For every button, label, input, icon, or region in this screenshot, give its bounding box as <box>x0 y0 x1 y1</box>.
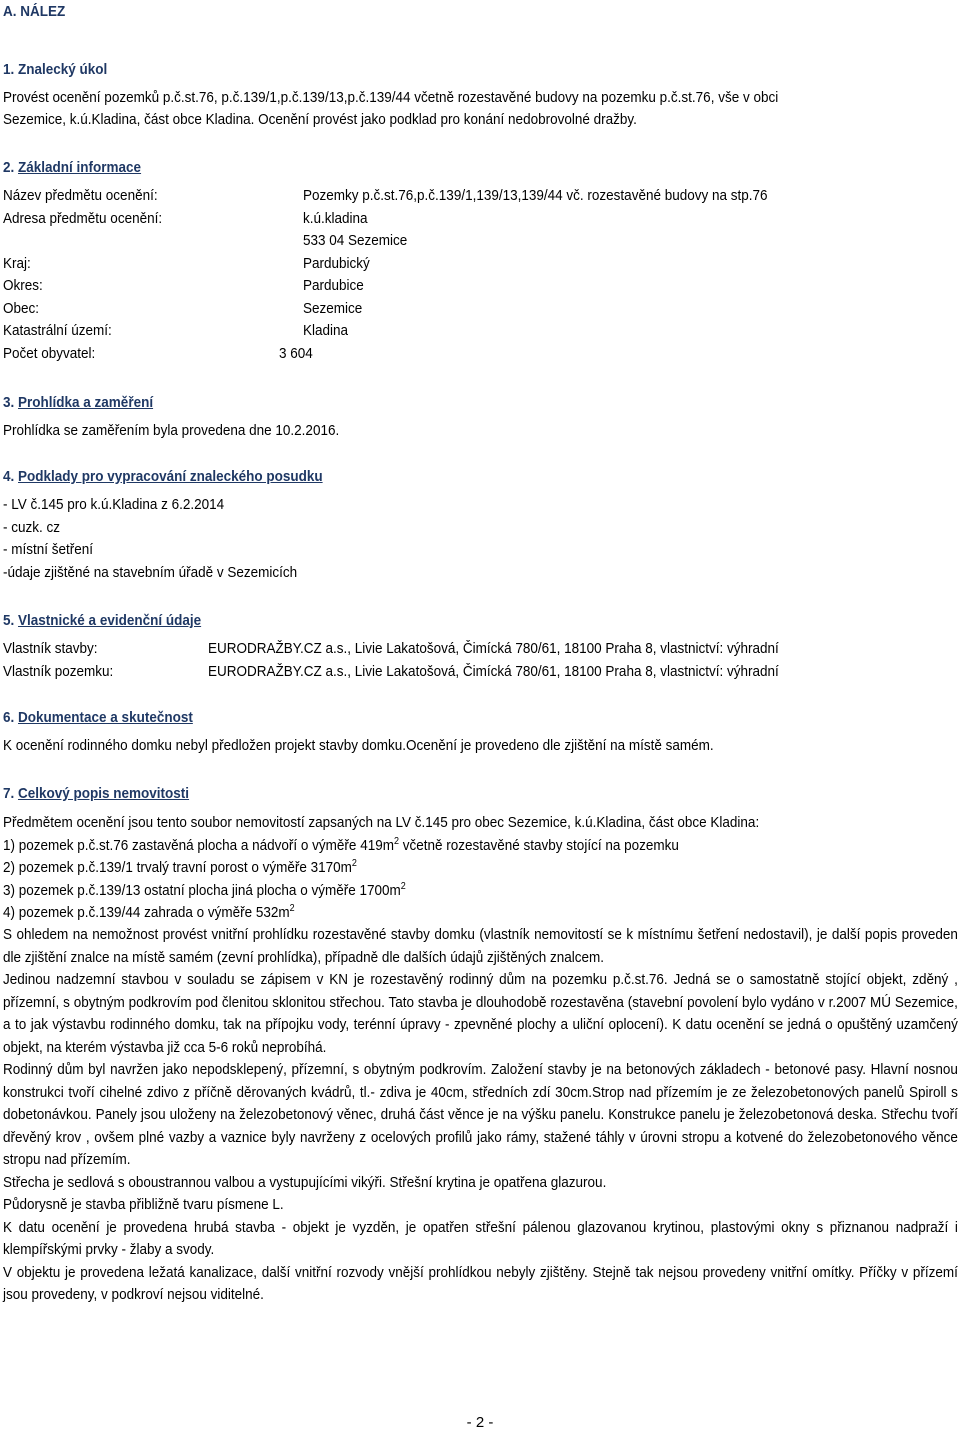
paragraph: V objektu je provedena ležatá kanalizace, další vnitřní rozvody vnější prohlídkou nebyly zjištěny. Stejně tak nejsou provedeny vnitřní omítky. Příčky v přízemí jsou provedeny, v podkroví nejsou viditelné. <box>3 1263 958 1303</box>
sources-list <box>3 494 330 584</box>
section-1-line-1: Provést ocenění pozemků p.č.st.76, p.č.139/1,p.č.139/13,p.č.139/44 včetně rozestavěné budovy na pozemku p.č.st.76, vše v obci <box>3 89 779 106</box>
paragraph: Půdorysně je stavba přibližně tvaru písmene L. <box>3 1196 284 1213</box>
list-item: -údaje zjištěné na stavebním úřadě v Sezemicích <box>3 563 298 581</box>
paragraph: S ohledem na nemožnost provést vnitřní prohlídku rozestavěné stavby domku (vlastník nemovitostí se k místnímu šetření nedostavil), je další popis proveden dle zjištění znalce na místě samém (zevní prohlídka), případně dle dalších údajů zjištěných znalcem. <box>3 926 958 966</box>
description-body <box>3 924 958 1307</box>
section-1-title: 1. Znalecký úkol <box>3 61 108 78</box>
property-intro: Předmětem ocenění jsou tento soubor nemovitostí zapsaných na LV č.145 pro obec Sezemice, k.ú.Kladina, část obce Kladina: <box>3 814 760 831</box>
owner-row: Vlastník stavby: EURODRAŽBY.CZ a.s., Livie Lakatošová, Čimícká 780/61, 18100 Praha 8, vlastnictví: výhradní <box>3 640 779 657</box>
info-row: 533 04 Sezemice <box>303 232 408 249</box>
info-row: Katastrální území: Kladina <box>3 322 349 339</box>
section-3-title: 3. Prohlídka a zaměření <box>3 394 154 411</box>
population-row: Počet obyvatel: 3 604 <box>3 344 313 362</box>
list-item: - LV č.145 pro k.ú.Kladina z 6.2.2014 <box>3 496 225 513</box>
list-item: 1) pozemek p.č.st.76 zastavěná plocha a nádvoří o výměře $419m^2$ včetně rozestavěné stavby stojící na pozemku <box>3 835 679 854</box>
basic-info-table <box>3 185 958 365</box>
section-5-title: 5. Vlastnické a evidenční údaje <box>3 612 202 629</box>
section-1-line-2: Sezemice, k.ú.Kladina, část obce Kladina. Ocenění provést jako podklad pro konání nedobrovolné dražby. <box>3 111 637 128</box>
paragraph: Jedinou nadzemní stavbou v souladu se zápisem v KN je rozestavěný rodinný dům na pozemku p.č.st.76. Jedná se o samostatně stojící objekt, zděný , přízemní, s obytným podkrovím pod členitou sklonitou střechou. Tato stavba je dlouhodobě rozestavěna (stavební povolení bylo vydáno v r.2007 MÚ Sezemice, a to jak výstavbu rodinného domku, tak na přípojku vody, terénní úpravy - zpevněné plochy a uliční oplocení). K datu ocenění se jedná o opuštěný uzamčený objekt, na kterém výstavba již cca 5-6 roků neprobíhá. <box>3 971 958 1056</box>
page-number: - 2 - <box>466 1414 494 1431</box>
section-6-title: 6. Dokumentace a skutečnost <box>3 709 193 726</box>
paragraph: Střecha je sedlová s oboustrannou valbou a vystupujícími vikýři. Střešní krytina je opatřena glazurou. <box>3 1173 607 1191</box>
documentation-text: K ocenění rodinného domku nebyl předložen projekt stavby domku.Ocenění je provedeno dle zjištění na místě samém. <box>3 737 714 754</box>
info-row: Adresa předmětu ocenění: k.ú.kladina <box>3 209 368 227</box>
list-item: - místní šetření <box>3 541 94 558</box>
info-row: Obec: Sezemice <box>3 299 363 317</box>
section-7-title: 7. Celkový popis nemovitosti <box>3 785 190 802</box>
list-item: 3) pozemek p.č.139/13 ostatní plocha jiná plocha o výměře $1700m^2$ <box>3 880 406 899</box>
list-item: 4) pozemek p.č.139/44 zahrada o výměře $532m^2$ <box>3 903 295 921</box>
info-row: Kraj: Pardubický <box>3 254 370 272</box>
list-item: - cuzk. cz <box>3 518 61 536</box>
info-row: Okres: Pardubice <box>3 277 364 294</box>
paragraph: K datu ocenění je provedena hrubá stavba - objekt je vyzděn, je opatřen střešní pálenou glazovanou krytinou, plastovými okny s přiznanou nadpraží i klempířskými prvky - žlaby a svody. <box>3 1218 958 1258</box>
inspection-text: Prohlídka se zaměřením byla provedena dne 10.2.2016. <box>3 422 340 439</box>
info-row: Název předmětu ocenění: Pozemky p.č.st.76,p.č.139/1,139/13,139/44 vč. rozestavěné budovy na stp.76 <box>3 187 768 204</box>
property-list <box>3 812 843 925</box>
paragraph: Rodinný dům byl navržen jako nepodsklepený, přízemní, s obytným podkrovím. Založení stavby je na betonových základech - betonové pasy. Hlavní nosnou konstrukci tvoří cihelné zdivo z příčně děrovaných kvádrů, tl.- zdiva je 40cm, středních zdí 30cm.Strop nad přízemím je ze železobetonových panelů Spiroll s dobetonávkou. Panely jsou uloženy na železobetonový věnec, druhá část věnce je na výšku panelu. Konstrukce panelu je železobetonová deska. Střechu tvoří dřevěný krov , ovšem plné vazby a vaznice byly navrženy z ocelových profilů jako rámy, stažené táhly v úrovni stropu a kotvené do železobetonového věnce stropu nad přízemím. <box>3 1061 958 1168</box>
section-4-title: 4. Podklady pro vypracování znaleckého posudku <box>3 468 323 485</box>
main-heading: A. NÁLEZ <box>3 3 66 20</box>
section-2-title: 2. Základní informace <box>3 159 142 176</box>
owner-row: Vlastník pozemku: EURODRAŽBY.CZ a.s., Livie Lakatošová, Čimícká 780/61, 18100 Praha 8, vlastnictví: výhradní <box>3 662 779 680</box>
list-item: 2) pozemek p.č.139/1 trvalý travní porost o výměře $3170m^2$ <box>3 858 357 876</box>
ownership-table <box>3 638 958 683</box>
